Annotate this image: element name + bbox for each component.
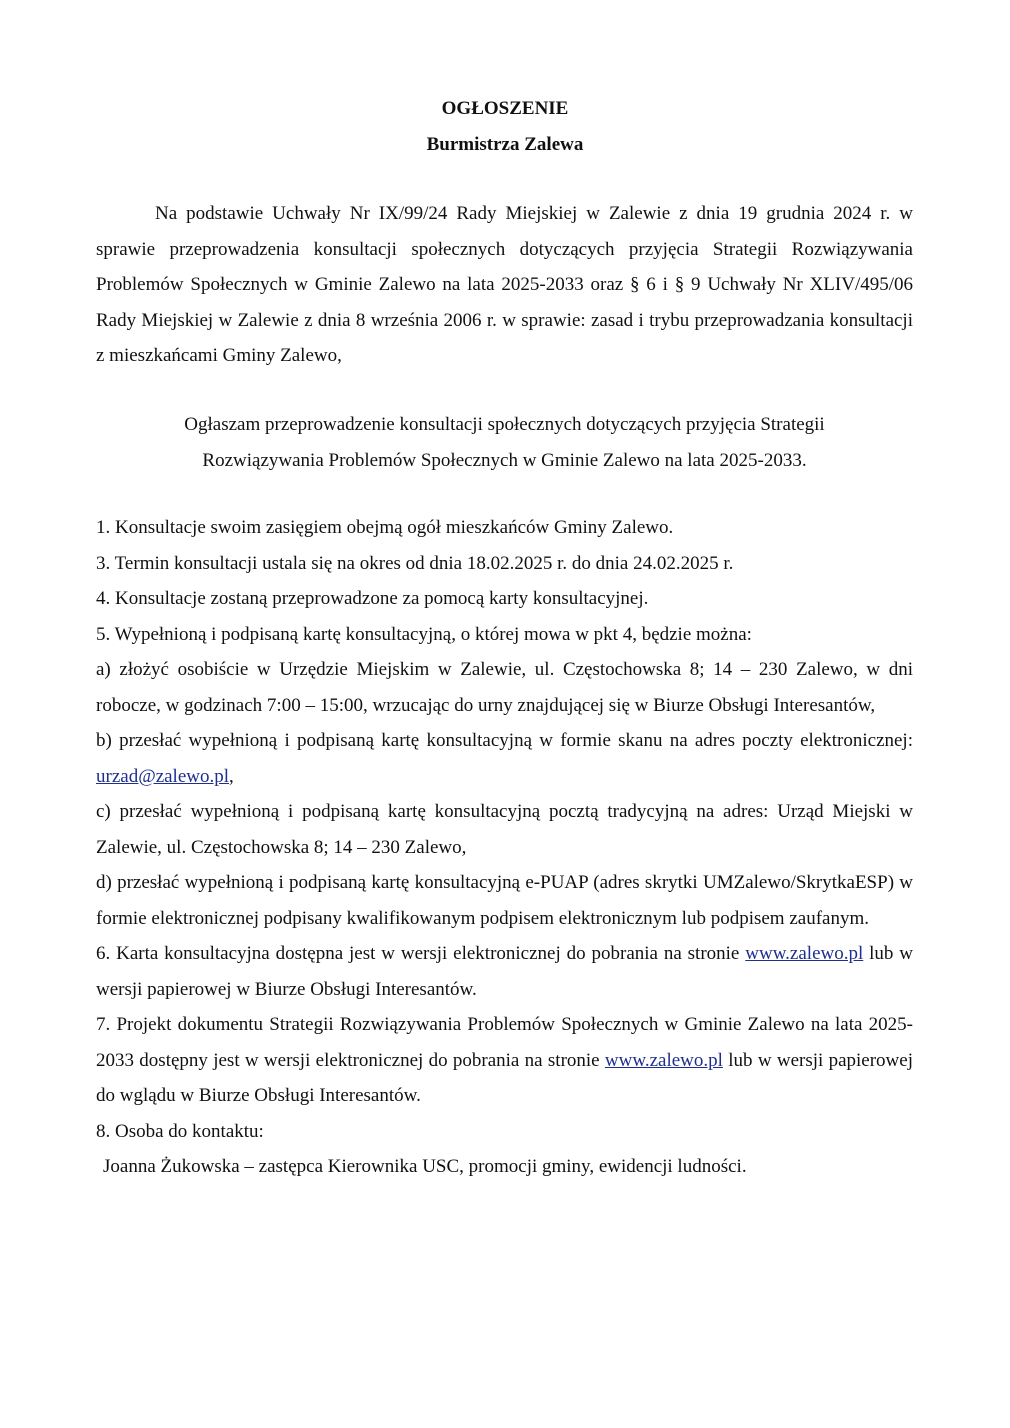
intro-paragraph: Na podstawie Uchwały Nr IX/99/24 Rady Miejskiej w Zalewie z dnia 19 grudnia 2024 r. w sprawie przeprowadzenia konsultacji społecznych dotyczących przyjęcia Strategii Rozwiązywania Problemów Społecznych w Gminie Zalewo na lata 2025-2033 oraz § 6 i § 9 Uchwały Nr XLIV/495/06 Rady Miejskiej w Zalewie z dnia 8 września 2006 r. w sprawie: zasad i trybu przeprowadzania konsultacji z mieszkańcami Gminy Zalewo, <box>96 203 913 366</box>
document-subtitle: Burmistrza Zalewa <box>426 134 584 155</box>
points-list <box>96 510 913 1185</box>
website-link-1[interactable]: www.zalewo.pl <box>745 943 864 964</box>
announcement-line-2: Rozwiązywania Problemów Społecznych w Gminie Zalewo na lata 2025-2033. <box>202 449 807 471</box>
website-link-2[interactable]: www.zalewo.pl <box>604 1049 723 1071</box>
contact-person: Joanna Żukowska – zastępca Kierownika USC, promocji gminy, ewidencji ludności. <box>103 1156 747 1177</box>
point-6 <box>96 936 913 1007</box>
document-title: OGŁOSZENIE <box>441 98 569 119</box>
point-7-text: 7. Projekt dokumentu Strategii Rozwiązywania Problemów Społecznych w Gminie Zalewo na lata 2025-2033 dostępny jest w wersji elektronicznej do pobrania na stronie <box>96 1014 913 1071</box>
point-6-end: lub w wersji papierowej w Biurze Obsługi Interesantów. <box>96 943 914 1000</box>
point-5c: c) przesłać wypełnioną i podpisaną kartę konsultacyjną pocztą tradycyjną na adres: Urząd Miejski w Zalewie, ul. Częstochowska 8; 14 – 230 Zalewo, <box>96 801 913 858</box>
point-5d: d) przesłać wypełnioną i podpisaną kartę konsultacyjną e-PUAP (adres skrytki UMZalewo/SkrytkaESP) w formie elektronicznej podpisany kwalifikowanym podpisem elektronicznym lub podpisem zaufanym. <box>96 872 913 929</box>
point-3: 3. Termin konsultacji ustala się na okres od dnia 18.02.2025 r. do dnia 24.02.2025 r. <box>96 552 734 574</box>
point-1: 1. Konsultacje swoim zasięgiem obejmą ogół mieszkańców Gminy Zalewo. <box>96 517 674 538</box>
point-4: 4. Konsultacje zostaną przeprowadzone za pomocą karty konsultacyjnej. <box>96 588 649 609</box>
announcement-line-1: Ogłaszam przeprowadzenie konsultacji społecznych dotyczących przyjęcia Strategii <box>184 414 825 435</box>
point-5b-text: b) przesłać wypełnioną i podpisaną kartę konsultacyjną w formie skanu na adres poczty elektronicznej: <box>96 730 913 751</box>
point-7 <box>96 1007 913 1114</box>
point-5b-end: , <box>229 765 234 787</box>
point-7-end: lub w wersji papierowej do wglądu w Biurze Obsługi Interesantów. <box>96 1049 913 1106</box>
point-6-text: 6. Karta konsultacyjna dostępna jest w wersji elektronicznej do pobrania na stronie <box>96 943 746 964</box>
email-link[interactable]: urzad@zalewo.pl <box>96 765 230 787</box>
point-5a: a) złożyć osobiście w Urzędzie Miejskim w Zalewie, ul. Częstochowska 8; 14 – 230 Zalewo, w dni robocze, w godzinach 7:00 – 15:00, wrzucając do urny znajdującej się w Biurze Obsługi Interesantów, <box>96 659 913 716</box>
point-5: 5. Wypełnioną i podpisaną kartę konsultacyjną, o której mowa w pkt 4, będzie można: <box>96 623 752 645</box>
point-5b <box>96 723 913 794</box>
announcement <box>96 407 913 478</box>
point-8: 8. Osoba do kontaktu: <box>96 1120 264 1142</box>
